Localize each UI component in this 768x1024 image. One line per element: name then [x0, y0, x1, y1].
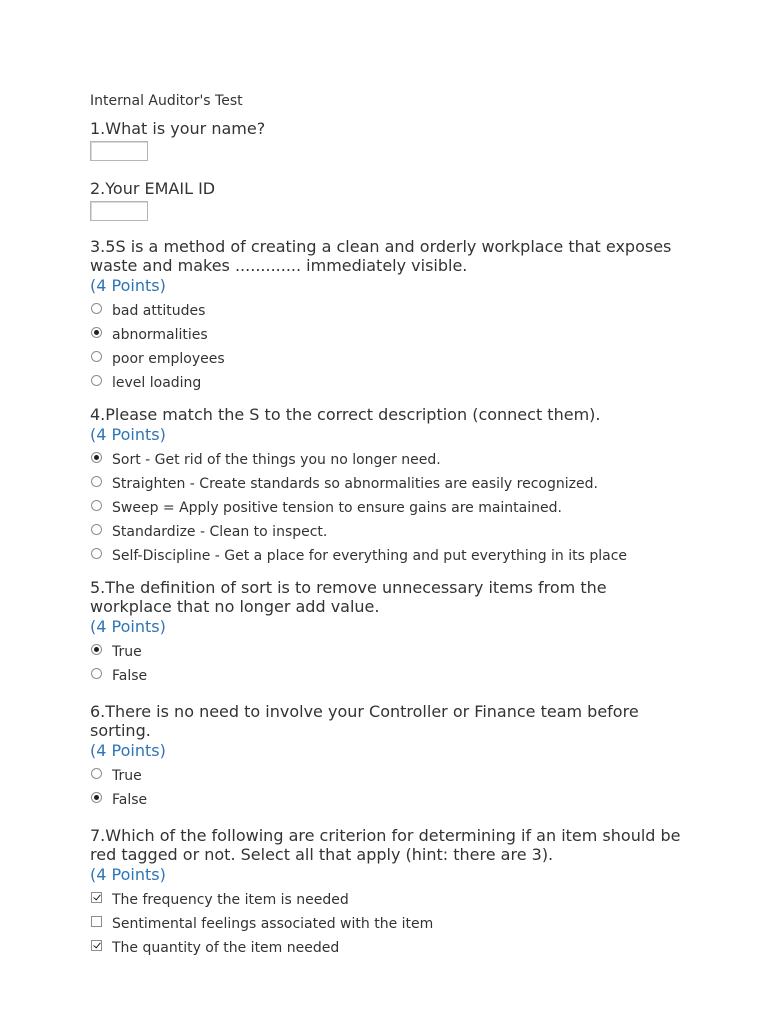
- radio-button[interactable]: [91, 375, 102, 386]
- radio-button[interactable]: [91, 792, 102, 803]
- options-list: [90, 299, 690, 395]
- points-label: (4 Points): [90, 865, 166, 884]
- option-row[interactable]: [90, 640, 690, 664]
- option-label: The quantity of the item needed: [112, 940, 340, 956]
- option-row[interactable]: [90, 472, 690, 496]
- question-text: 4.Please match the S to the correct description (connect them).: [90, 405, 601, 424]
- option-row[interactable]: [90, 888, 690, 912]
- option-row[interactable]: [90, 371, 690, 395]
- radio-button[interactable]: [91, 327, 102, 338]
- options-list: [90, 764, 690, 812]
- option-label: False: [112, 668, 148, 684]
- question-text: 1.What is your name?: [90, 119, 266, 138]
- checkbox[interactable]: [91, 916, 102, 927]
- options-list: [90, 888, 690, 960]
- radio-button[interactable]: [91, 452, 102, 463]
- radio-button[interactable]: [91, 303, 102, 314]
- radio-button[interactable]: [91, 524, 102, 535]
- points-label: (4 Points): [90, 617, 166, 636]
- option-label: Standardize - Clean to inspect.: [112, 524, 328, 540]
- radio-button[interactable]: [91, 476, 102, 487]
- question-text: 7.Which of the following are criterion for determining if an item should be red tagged or not. Select all that apply (hint: there are 3).: [90, 826, 681, 864]
- option-row[interactable]: [90, 299, 690, 323]
- option-row[interactable]: [90, 448, 690, 472]
- option-label: level loading: [112, 375, 202, 391]
- question-text: 5.The definition of sort is to remove unnecessary items from the workplace that no longer add value.: [90, 578, 607, 616]
- points-label: (4 Points): [90, 741, 166, 760]
- question-text: 6.There is no need to involve your Controller or Finance team before sorting.: [90, 702, 639, 740]
- options-list: [90, 640, 690, 688]
- option-row[interactable]: [90, 764, 690, 788]
- question-2: [90, 179, 690, 221]
- checkbox[interactable]: [91, 892, 102, 903]
- option-row[interactable]: [90, 520, 690, 544]
- option-label: abnormalities: [112, 327, 208, 343]
- points-label: (4 Points): [90, 425, 166, 444]
- option-label: bad attitudes: [112, 303, 206, 319]
- option-label: False: [112, 792, 148, 808]
- option-row[interactable]: [90, 496, 690, 520]
- radio-button[interactable]: [91, 500, 102, 511]
- option-row[interactable]: [90, 347, 690, 371]
- radio-button[interactable]: [91, 644, 102, 655]
- question-7: [90, 826, 690, 960]
- points-label: (4 Points): [90, 276, 166, 295]
- options-list: [90, 448, 690, 568]
- question-1: [90, 119, 690, 161]
- form-title: Internal Auditor's Test: [90, 93, 243, 109]
- option-row[interactable]: [90, 544, 690, 568]
- option-label: Sentimental feelings associated with the item: [112, 916, 434, 932]
- option-label: Straighten - Create standards so abnormalities are easily recognized.: [112, 476, 598, 492]
- questions-list: [90, 119, 690, 960]
- radio-button[interactable]: [91, 548, 102, 559]
- option-label: Sort - Get rid of the things you no longer need.: [112, 452, 441, 468]
- option-row[interactable]: [90, 323, 690, 347]
- email-input[interactable]: [90, 201, 148, 221]
- question-3: [90, 237, 690, 395]
- option-label: Self-Discipline - Get a place for everything and put everything in its place: [112, 548, 628, 564]
- question-text: 3.5S is a method of creating a clean and orderly workplace that exposes waste and makes ............. immediately visible.: [90, 237, 672, 275]
- option-label: True: [112, 768, 142, 784]
- option-row[interactable]: [90, 788, 690, 812]
- question-4: [90, 405, 690, 568]
- checkbox[interactable]: [91, 940, 102, 951]
- option-label: True: [112, 644, 142, 660]
- form-page: [90, 92, 690, 960]
- question-text: 2.Your EMAIL ID: [90, 179, 216, 198]
- name-input[interactable]: [90, 141, 148, 161]
- option-label: poor employees: [112, 351, 225, 367]
- radio-button[interactable]: [91, 668, 102, 679]
- option-label: Sweep = Apply positive tension to ensure gains are maintained.: [112, 500, 562, 516]
- option-row[interactable]: [90, 912, 690, 936]
- question-5: [90, 578, 690, 688]
- radio-button[interactable]: [91, 768, 102, 779]
- radio-button[interactable]: [91, 351, 102, 362]
- option-row[interactable]: [90, 936, 690, 960]
- option-label: The frequency the item is needed: [112, 892, 349, 908]
- question-6: [90, 702, 690, 812]
- option-row[interactable]: [90, 664, 690, 688]
